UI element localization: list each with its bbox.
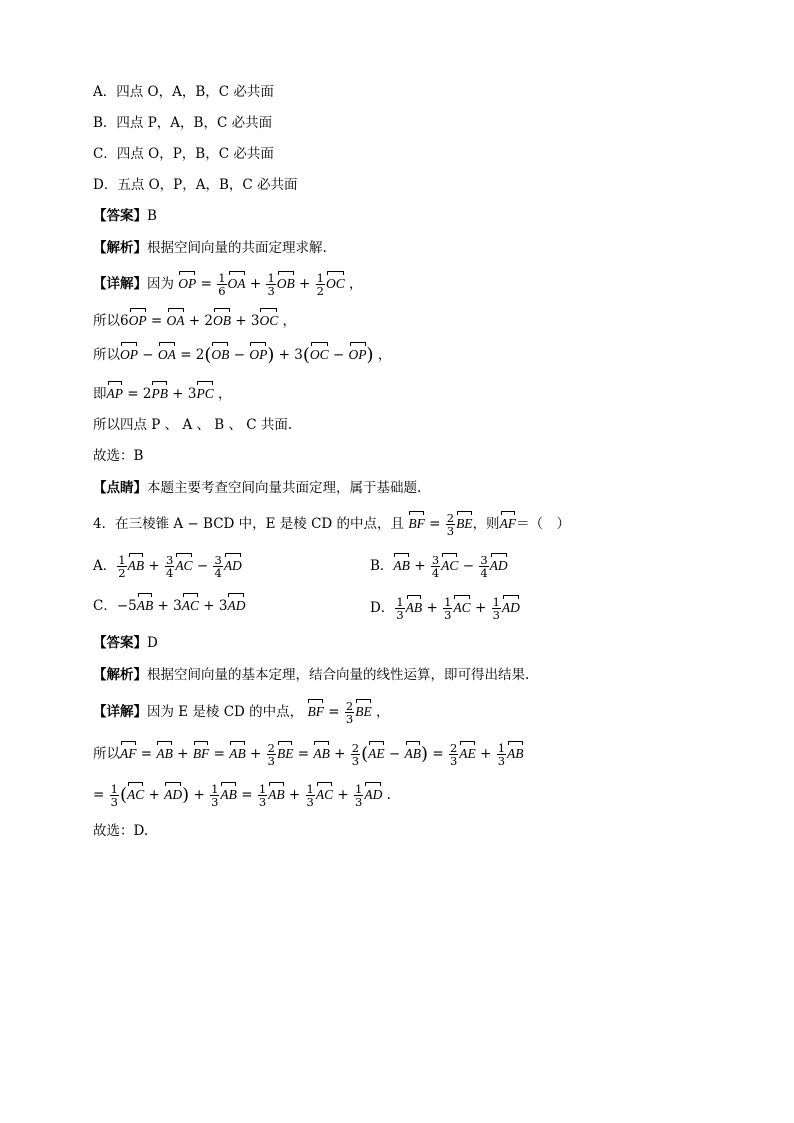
opt-d-label: D． <box>370 600 395 616</box>
option-b: B．四点 P，A，B，C 必共面 <box>93 115 273 131</box>
q4-option-d: D． $\frac{1}{3}$ AB + $\frac{1}{3}$ AC + $\frac{1}{3}$ AD <box>370 595 520 622</box>
opt-a-label: A． <box>93 558 117 574</box>
detail-because: 因为 <box>147 276 174 292</box>
q4-option-c: C．−5AB + 3AC + 3AD <box>93 598 246 614</box>
answer-value: D <box>147 635 158 651</box>
choose-q4: 故选：D. <box>93 823 149 839</box>
stem-prefix: 4．在三棱锥 A − BCD 中，E 是棱 CD 的中点，且 <box>93 516 405 532</box>
option-a: A．四点 O，A，B，C 必共面 <box>93 84 274 100</box>
q4-option-b: B．AB + $\frac{3}{4}$ AC − $\frac{3}{4}$ AD <box>370 553 508 580</box>
conclusion-q3: 所以四点 P 、 A 、 B 、 C 共面. <box>93 417 293 433</box>
analysis-tag: 【解析】 <box>93 667 147 683</box>
choose-q3: 故选：B <box>93 448 144 464</box>
q4-option-a: A． $\frac{1}{2}$ AB + $\frac{3}{4}$ AC − $\frac{3}{4}$ AD <box>93 553 242 580</box>
so-label: 所以 <box>93 347 120 363</box>
opt-c-label: C． <box>93 598 117 614</box>
detail-tag: 【详解】 <box>93 276 147 292</box>
detail-line-q4: 【详解】因为 E 是棱 CD 的中点， BF = $\frac{2}{3}$ BE ， <box>93 699 390 726</box>
so-label: 所以 <box>93 746 120 762</box>
answer-line-q4 <box>93 633 158 653</box>
derivation-1-q4: 所以AF = AB + BF = AB + $\frac{2}{3}$ BE = AB + $\frac{2}{3}$ (AE − AB) = $\frac{2}{3}$ AE + $\frac{1}{3}$ AB <box>93 741 524 768</box>
analysis-tag: 【解析】 <box>93 240 147 256</box>
equation-3-q3: 所以OP − OA = 2(OB − OP) + 3(OC − OP) ， <box>93 344 392 366</box>
analysis-text: 根据空间向量的基本定理，结合向量的线性运算，即可得出结果. <box>147 667 530 683</box>
so-label: 所以 <box>93 313 120 329</box>
analysis-text: 根据空间向量的共面定理求解. <box>147 240 327 256</box>
answer-tag: 【答案】 <box>93 208 147 224</box>
derivation-2-q4: = $\frac{1}{3}$ (AC + AD) + $\frac{1}{3}$ AB = $\frac{1}{3}$ AB + $\frac{1}{3}$ AC + $\frac{1}{3}$ AD . <box>93 782 391 809</box>
detail-tag: 【详解】 <box>93 704 147 720</box>
option-c: C．四点 O，P，B，C 必共面 <box>93 146 274 162</box>
question-4-stem: 4．在三棱锥 A − BCD 中，E 是棱 CD 的中点，且 BF = $\frac{2}{3}$ BE，则AF＝（ ） <box>93 511 571 538</box>
stem-mid: ，则 <box>472 516 500 532</box>
answer-line-q3 <box>93 206 157 226</box>
detail-intro: 因为 E 是棱 CD 的中点， <box>147 704 304 720</box>
analysis-line-q3 <box>93 238 327 258</box>
stem-suffix: ＝（ ） <box>516 516 571 532</box>
answer-value: B <box>147 208 157 224</box>
equation-4-q3: 即AP = 2PB + 3PC ， <box>93 386 232 402</box>
opt-b-label: B． <box>370 558 394 574</box>
comment-tag: 【点睛】 <box>93 480 147 496</box>
ji-label: 即 <box>93 386 107 402</box>
answer-tag: 【答案】 <box>93 635 147 651</box>
equation-2-q3: 所以6OP = OA + 2OB + 3OC ， <box>93 313 297 329</box>
analysis-line-q4 <box>93 665 529 685</box>
option-d: D．五点 O，P，A，B，C 必共面 <box>93 177 298 193</box>
comment-text: 本题主要考查空间向量共面定理，属于基础题. <box>147 480 422 496</box>
comment-line-q3 <box>93 478 421 498</box>
detail-line-q3: 【详解】因为 OP = $\frac{1}{6}$ OA + $\frac{1}{3}$ OB + $\frac{1}{2}$ OC ， <box>93 271 363 298</box>
